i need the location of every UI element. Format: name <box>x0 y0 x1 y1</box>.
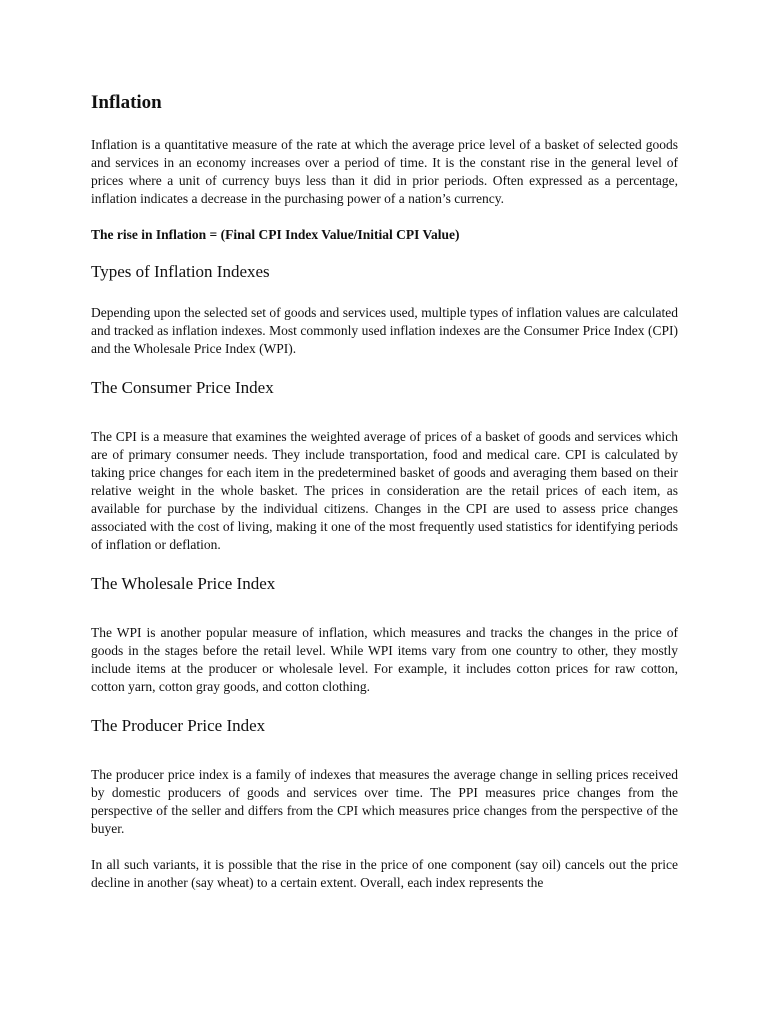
section-paragraph-ppi: The producer price index is a family of indexes that measures the average change in selling prices received by domestic producers of goods and services over time. The PPI measures price changes from the perspective of the seller and differs from the CPI which measures price changes from the perspective of the buyer. <box>91 767 678 836</box>
intro-paragraph: Inflation is a quantitative measure of the rate at which the average price level of a basket of selected goods and services in an economy increases over a period of time. It is the constant rise in the general level of prices where a unit of currency buys less than it did in prior periods. Often expressed as a percentage, inflation indicates a decrease in the purchasing power of a nation’s currency. <box>91 137 678 206</box>
inflation-formula: The rise in Inflation = (Final CPI Index Value/Initial CPI Value) <box>91 227 460 242</box>
section-heading-wpi: The Wholesale Price Index <box>91 574 276 593</box>
section-paragraph-cpi: The CPI is a measure that examines the weighted average of prices of a basket of goods and services which are of primary consumer needs. They include transportation, food and medical care. CPI is calculated by taking price changes for each item in the predetermined basket of goods and averaging them based on their relative weight in the whole basket. The prices in consideration are the retail prices of each item, as available for purchase by the individual citizens. Changes in the CPI are used to assess price changes associated with the cost of living, making it one of the most frequently used statistics for identifying periods of inflation or deflation. <box>91 429 678 552</box>
section-paragraph-variants: In all such variants, it is possible that the rise in the price of one component (say oil) cancels out the price decline in another (say wheat) to a certain extent. Overall, each index represents the <box>91 857 678 890</box>
section-heading-cpi: The Consumer Price Index <box>91 378 274 397</box>
section-heading-types: Types of Inflation Indexes <box>91 262 270 281</box>
document-title: Inflation <box>91 92 162 113</box>
section-heading-ppi: The Producer Price Index <box>91 716 266 735</box>
section-paragraph-types: Depending upon the selected set of goods and services used, multiple types of inflation values are calculated and tracked as inflation indexes. Most commonly used inflation indexes are the Consumer Price Index (CPI) and the Wholesale Price Index (WPI). <box>91 305 678 356</box>
section-paragraph-wpi: The WPI is another popular measure of inflation, which measures and tracks the changes in the price of goods in the stages before the retail level. While WPI items vary from one country to other, they mostly include items at the producer or wholesale level. For example, it includes cotton prices for raw cotton, cotton yarn, cotton gray goods, and cotton clothing. <box>91 625 678 694</box>
document-content <box>91 90 678 910</box>
